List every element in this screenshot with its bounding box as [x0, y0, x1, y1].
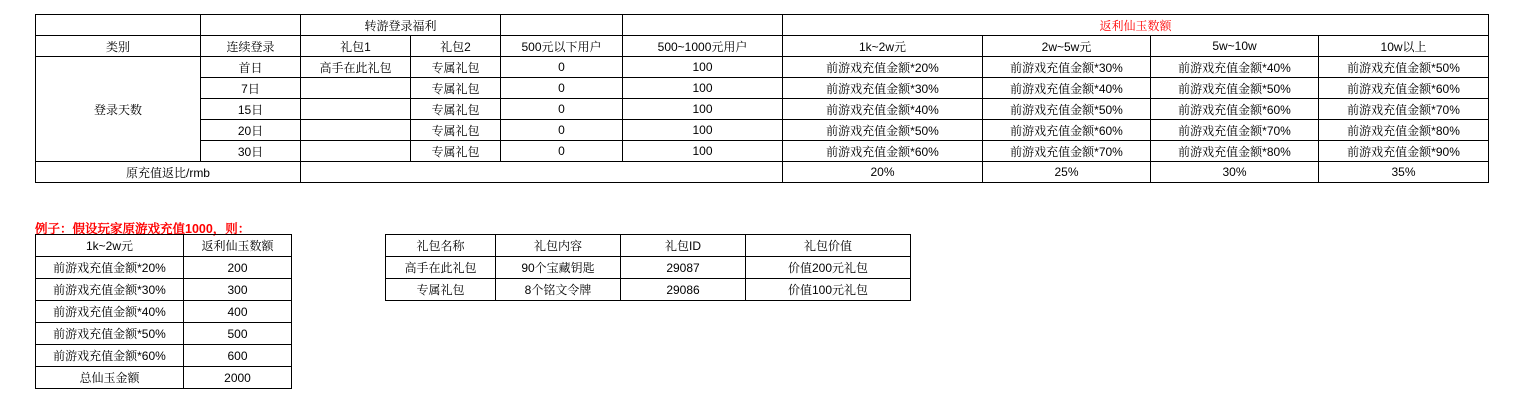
cell-value: 400: [184, 301, 292, 323]
example-calculation-table: [35, 234, 292, 389]
cell-500-1000: 100: [623, 78, 783, 99]
empty-corner-cell: [36, 15, 201, 36]
cell-1k-2w: 前游戏充值金额*30%: [783, 78, 983, 99]
cell-gift-content: 90个宝藏钥匙: [496, 257, 621, 279]
cell-2w-5w: 前游戏充值金额*60%: [983, 120, 1151, 141]
cell-value: 300: [184, 279, 292, 301]
cell-10w-plus: 前游戏充值金额*70%: [1319, 99, 1489, 120]
table-row: [36, 323, 292, 345]
cell-formula: 前游戏充值金额*60%: [36, 345, 184, 367]
footer-cell-1k-2w: 20%: [783, 162, 983, 183]
footer-empty-cell: [301, 162, 783, 183]
cell-under-500: 0: [501, 57, 623, 78]
cell-days: 20日: [201, 120, 301, 141]
table-header-group-row: [36, 15, 1489, 36]
cell-500-1000: 100: [623, 120, 783, 141]
rebate-rules-table: [35, 14, 1489, 183]
cell-gift2: 专属礼包: [411, 120, 501, 141]
table-header-row: [386, 235, 911, 257]
cell-gift1: [301, 141, 411, 162]
column-header-gift-value: 礼包价值: [746, 235, 911, 257]
cell-2w-5w: 前游戏充值金额*50%: [983, 99, 1151, 120]
row-group-label-login-days: 登录天数: [36, 57, 201, 162]
header-transfer-login-benefit: 转游登录福利: [301, 15, 501, 36]
example-table-container: [35, 234, 292, 389]
cell-500-1000: 100: [623, 57, 783, 78]
cell-1k-2w: 前游戏充值金额*50%: [783, 120, 983, 141]
cell-formula: 前游戏充值金额*50%: [36, 323, 184, 345]
cell-under-500: 0: [501, 141, 623, 162]
cell-2w-5w: 前游戏充值金额*70%: [983, 141, 1151, 162]
table-total-row: [36, 367, 292, 389]
example-heading: 例子：假设玩家原游戏充值1000，则：: [35, 222, 251, 236]
cell-gift2: 专属礼包: [411, 99, 501, 120]
table-row: [386, 257, 911, 279]
cell-gift-name: 高手在此礼包: [386, 257, 496, 279]
cell-500-1000: 100: [623, 141, 783, 162]
table-row: [36, 120, 1489, 141]
gift-table-container: [385, 234, 911, 301]
cell-under-500: 0: [501, 78, 623, 99]
cell-gift2: 专属礼包: [411, 78, 501, 99]
cell-gift-value: 价值200元礼包: [746, 257, 911, 279]
column-header-gift-content: 礼包内容: [496, 235, 621, 257]
cell-1k-2w: 前游戏充值金额*40%: [783, 99, 983, 120]
cell-days: 7日: [201, 78, 301, 99]
cell-total-value: 2000: [184, 367, 292, 389]
cell-10w-plus: 前游戏充值金额*60%: [1319, 78, 1489, 99]
cell-10w-plus: 前游戏充值金额*50%: [1319, 57, 1489, 78]
cell-5w-10w: 前游戏充值金额*60%: [1151, 99, 1319, 120]
footer-label-original-recharge-ratio: 原充值返比/rmb: [36, 162, 301, 183]
column-header-category: 类别: [36, 36, 201, 57]
cell-gift2: 专属礼包: [411, 57, 501, 78]
main-table-container: [35, 14, 1489, 183]
table-row: [36, 257, 292, 279]
cell-5w-10w: 前游戏充值金额*50%: [1151, 78, 1319, 99]
cell-total-label: 总仙玉金额: [36, 367, 184, 389]
cell-value: 200: [184, 257, 292, 279]
cell-days: 15日: [201, 99, 301, 120]
cell-gift-name: 专属礼包: [386, 279, 496, 301]
table-row: [36, 57, 1489, 78]
footer-cell-10w-plus: 35%: [1319, 162, 1489, 183]
table-row: [36, 279, 292, 301]
cell-under-500: 0: [501, 120, 623, 141]
cell-500-1000: 100: [623, 99, 783, 120]
column-header-gift2: 礼包2: [411, 36, 501, 57]
cell-days: 首日: [201, 57, 301, 78]
column-header-gift-id: 礼包ID: [621, 235, 746, 257]
cell-gift-id: 29086: [621, 279, 746, 301]
empty-header-cell-500to1000: [623, 15, 783, 36]
cell-formula: 前游戏充值金额*40%: [36, 301, 184, 323]
cell-gift1: [301, 99, 411, 120]
column-header-2w-5w: 2w~5w元: [983, 36, 1151, 57]
table-header-row: [36, 235, 292, 257]
empty-corner-cell-2: [201, 15, 301, 36]
cell-2w-5w: 前游戏充值金额*30%: [983, 57, 1151, 78]
empty-header-cell-under500: [501, 15, 623, 36]
column-header-under-500: 500元以下用户: [501, 36, 623, 57]
cell-gift1: 高手在此礼包: [301, 57, 411, 78]
cell-5w-10w: 前游戏充值金额*80%: [1151, 141, 1319, 162]
cell-gift1: [301, 78, 411, 99]
cell-gift2: 专属礼包: [411, 141, 501, 162]
cell-5w-10w: 前游戏充值金额*40%: [1151, 57, 1319, 78]
column-header-gift-name: 礼包名称: [386, 235, 496, 257]
cell-1k-2w: 前游戏充值金额*20%: [783, 57, 983, 78]
header-rebate-amount: 返利仙玉数额: [783, 15, 1489, 36]
column-header-gift1: 礼包1: [301, 36, 411, 57]
column-header-rebate-amount: 返利仙玉数额: [184, 235, 292, 257]
column-header-continuous-login: 连续登录: [201, 36, 301, 57]
cell-1k-2w: 前游戏充值金额*60%: [783, 141, 983, 162]
cell-gift1: [301, 120, 411, 141]
gift-package-table: [385, 234, 911, 301]
cell-10w-plus: 前游戏充值金额*90%: [1319, 141, 1489, 162]
cell-formula: 前游戏充值金额*20%: [36, 257, 184, 279]
cell-5w-10w: 前游戏充值金额*70%: [1151, 120, 1319, 141]
cell-gift-id: 29087: [621, 257, 746, 279]
table-row: [36, 78, 1489, 99]
table-row: [36, 301, 292, 323]
table-row: [36, 99, 1489, 120]
cell-2w-5w: 前游戏充值金额*40%: [983, 78, 1151, 99]
cell-formula: 前游戏充值金额*30%: [36, 279, 184, 301]
table-footer-row: [36, 162, 1489, 183]
column-header-1k-2w: 1k~2w元: [783, 36, 983, 57]
column-header-5w-10w: 5w~10w: [1151, 36, 1319, 57]
table-header-row: [36, 36, 1489, 57]
column-header-1k-2w: 1k~2w元: [36, 235, 184, 257]
footer-cell-5w-10w: 30%: [1151, 162, 1319, 183]
table-row: [386, 279, 911, 301]
table-row: [36, 141, 1489, 162]
table-row: [36, 345, 292, 367]
cell-gift-content: 8个铭文令牌: [496, 279, 621, 301]
cell-10w-plus: 前游戏充值金额*80%: [1319, 120, 1489, 141]
cell-gift-value: 价值100元礼包: [746, 279, 911, 301]
cell-under-500: 0: [501, 99, 623, 120]
cell-days: 30日: [201, 141, 301, 162]
cell-value: 600: [184, 345, 292, 367]
cell-value: 500: [184, 323, 292, 345]
column-header-10w-plus: 10w以上: [1319, 36, 1489, 57]
footer-cell-2w-5w: 25%: [983, 162, 1151, 183]
column-header-500-1000: 500~1000元用户: [623, 36, 783, 57]
